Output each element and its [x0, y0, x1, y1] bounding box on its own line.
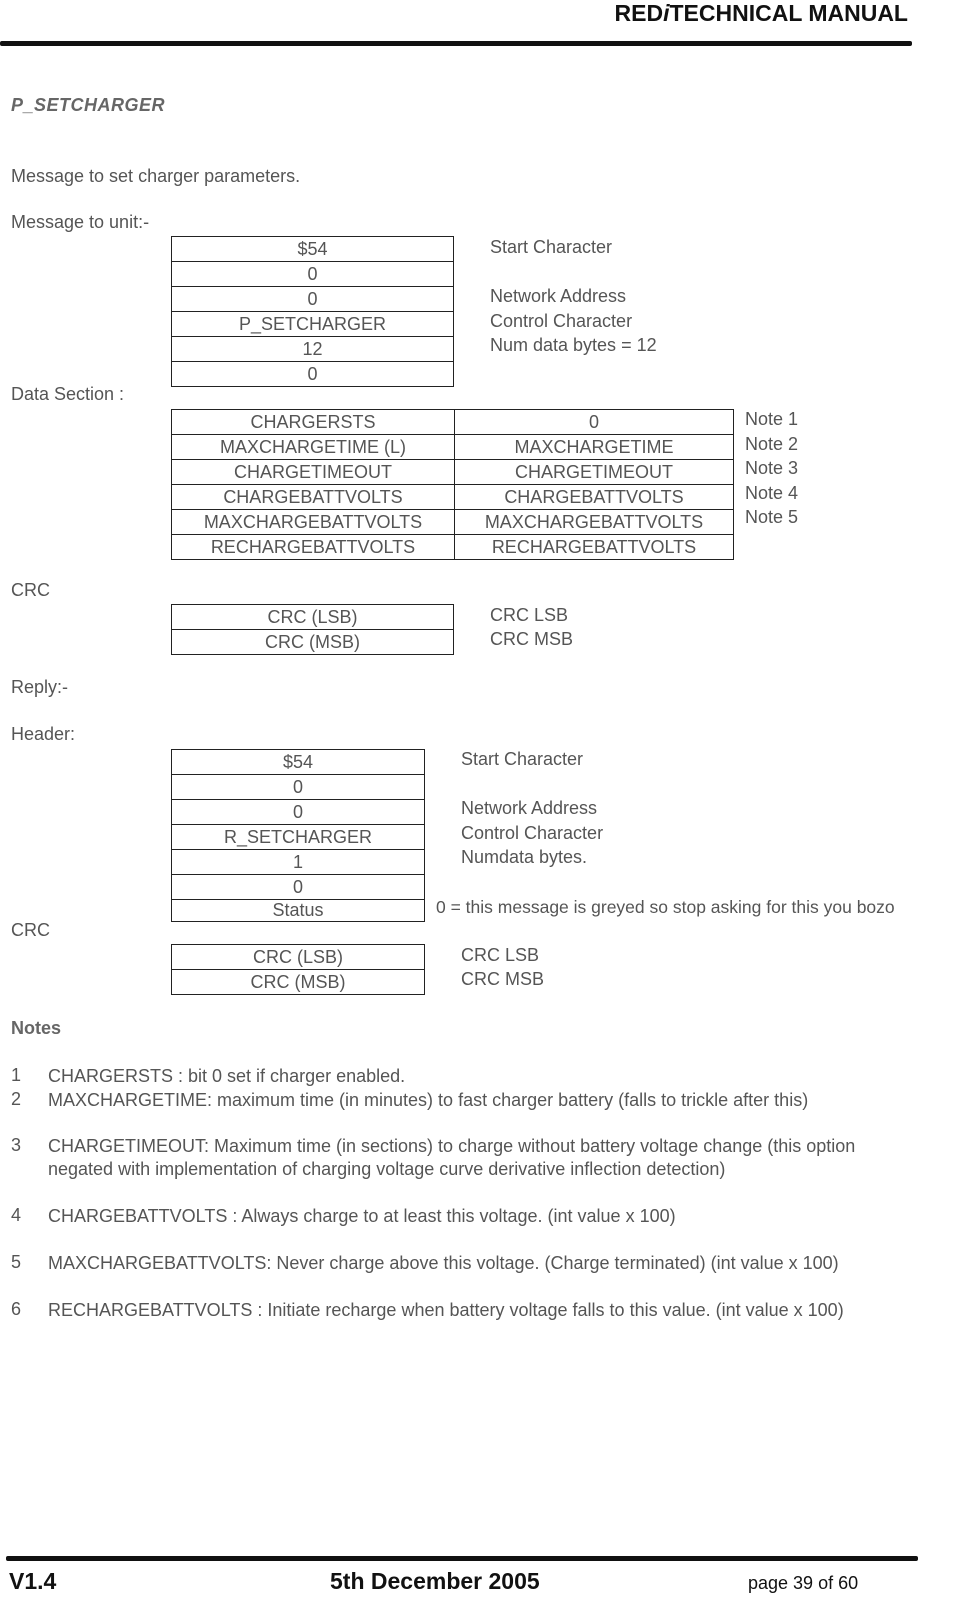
message-table: [171, 236, 454, 387]
table-cell: 0: [172, 362, 454, 387]
reply-table: [171, 749, 425, 922]
note-ref: Note 5: [745, 507, 799, 527]
table-cell: MAXCHARGEBATTVOLTS: [455, 510, 734, 535]
crc-label: CRC: [11, 580, 50, 600]
note-ref: Note 4: [745, 483, 799, 503]
row-desc: Network Address: [490, 286, 627, 306]
table-cell: 1: [172, 850, 425, 875]
section-title: P_SETCHARGER: [11, 95, 166, 115]
table-cell: $54: [172, 237, 454, 262]
note-ref: Note 1: [745, 409, 799, 429]
row-desc: CRC LSB: [461, 945, 540, 965]
note-text: CHARGETIMEOUT: Maximum time (in sections) to charge without battery voltage change (this option negated with implementation of charging voltage curve derivative inflection detection): [48, 1136, 856, 1179]
note-number: 3: [11, 1135, 22, 1155]
table-row: [172, 485, 734, 510]
intro-text: Message to set charger parameters.: [11, 166, 301, 186]
table-cell: CHARGETIMEOUT: [455, 460, 734, 485]
table-row: [172, 337, 454, 362]
table-row: [172, 435, 734, 460]
row-desc: Control Character: [461, 823, 604, 843]
status-desc: 0 = this message is greyed so stop asking for this you bozo: [436, 897, 895, 917]
table-row: [172, 510, 734, 535]
table-row: [172, 237, 454, 262]
row-desc: CRC MSB: [461, 969, 545, 989]
table-row: [172, 875, 425, 900]
table-row: [172, 362, 454, 387]
table-row: [172, 630, 454, 655]
table-row: [172, 800, 425, 825]
notes-title: Notes: [11, 1018, 62, 1038]
note-text: MAXCHARGETIME: maximum time (in minutes) to fast charger battery (falls to trickle after this): [48, 1090, 809, 1110]
reply-crc-table: [171, 944, 425, 995]
table-cell: CRC (MSB): [172, 630, 454, 655]
table-row: [172, 535, 734, 560]
table-cell: MAXCHARGEBATTVOLTS: [172, 510, 455, 535]
note-text: MAXCHARGEBATTVOLTS: Never charge above this voltage. (Charge terminated) (int value x 100): [48, 1253, 839, 1273]
table-cell: 12: [172, 337, 454, 362]
data-table: [171, 409, 734, 560]
row-desc: Start Character: [461, 749, 584, 769]
footer-date: 5th December 2005: [330, 1568, 540, 1594]
row-desc: CRC LSB: [490, 605, 569, 625]
table-row: [172, 460, 734, 485]
header-rule: [0, 41, 912, 46]
message-label: Message to unit:-: [11, 212, 150, 232]
table-cell: CRC (LSB): [172, 945, 425, 970]
data-section-label: Data Section :: [11, 384, 125, 404]
table-row: [172, 605, 454, 630]
table-cell: 0: [172, 287, 454, 312]
footer-page-number: page 39 of 60: [748, 1573, 859, 1593]
table-cell: 0: [455, 410, 734, 435]
table-cell: RECHARGEBATTVOLTS: [172, 535, 455, 560]
table-cell: Status: [172, 900, 425, 922]
row-desc: Num data bytes = 12: [490, 335, 657, 355]
table-row: [172, 750, 425, 775]
table-cell: CHARGEBATTVOLTS: [172, 485, 455, 510]
note-number: 2: [11, 1089, 22, 1109]
table-cell: 0: [172, 775, 425, 800]
table-cell: MAXCHARGETIME: [455, 435, 734, 460]
table-row: [172, 410, 734, 435]
table-cell: R_SETCHARGER: [172, 825, 425, 850]
note-text: CHARGERSTS : bit 0 set if charger enabled.: [48, 1066, 406, 1086]
row-desc: Numdata bytes.: [461, 847, 588, 867]
footer-rule: [6, 1556, 918, 1561]
table-cell: CHARGETIMEOUT: [172, 460, 455, 485]
crc-table: [171, 604, 454, 655]
table-row: [172, 825, 425, 850]
table-cell: 0: [172, 262, 454, 287]
row-desc: CRC MSB: [490, 629, 574, 649]
reply-label: Reply:-: [11, 677, 69, 697]
table-row: [172, 900, 425, 922]
table-cell: RECHARGEBATTVOLTS: [455, 535, 734, 560]
table-row: [172, 850, 425, 875]
row-desc: Control Character: [490, 311, 633, 331]
note-number: 4: [11, 1205, 22, 1225]
header-label: Header:: [11, 724, 76, 744]
table-cell: MAXCHARGETIME (L): [172, 435, 455, 460]
table-cell: CRC (MSB): [172, 970, 425, 995]
note-number: 1: [11, 1065, 22, 1085]
note-text: CHARGEBATTVOLTS : Always charge to at least this voltage. (int value x 100): [48, 1206, 676, 1226]
table-row: [172, 312, 454, 337]
row-desc: Network Address: [461, 798, 598, 818]
table-row: [172, 970, 425, 995]
table-cell: $54: [172, 750, 425, 775]
note-number: 6: [11, 1299, 22, 1319]
table-row: [172, 775, 425, 800]
table-row: [172, 287, 454, 312]
table-cell: 0: [172, 875, 425, 900]
reply-crc-label: CRC: [11, 920, 50, 940]
row-desc: Start Character: [490, 237, 613, 257]
table-cell: P_SETCHARGER: [172, 312, 454, 337]
note-ref: Note 2: [745, 434, 799, 454]
table-cell: CHARGERSTS: [172, 410, 455, 435]
note-ref: Note 3: [745, 458, 799, 478]
table-row: [172, 262, 454, 287]
note-number: 5: [11, 1252, 22, 1272]
table-cell: 0: [172, 800, 425, 825]
note-text: RECHARGEBATTVOLTS : Initiate recharge when battery voltage falls to this value. (int value x 100): [48, 1300, 844, 1320]
table-cell: CHARGEBATTVOLTS: [455, 485, 734, 510]
footer-version: V1.4: [9, 1568, 57, 1594]
table-cell: CRC (LSB): [172, 605, 454, 630]
manual-title: REDiTECHNICAL MANUAL: [614, 0, 908, 26]
table-row: [172, 945, 425, 970]
